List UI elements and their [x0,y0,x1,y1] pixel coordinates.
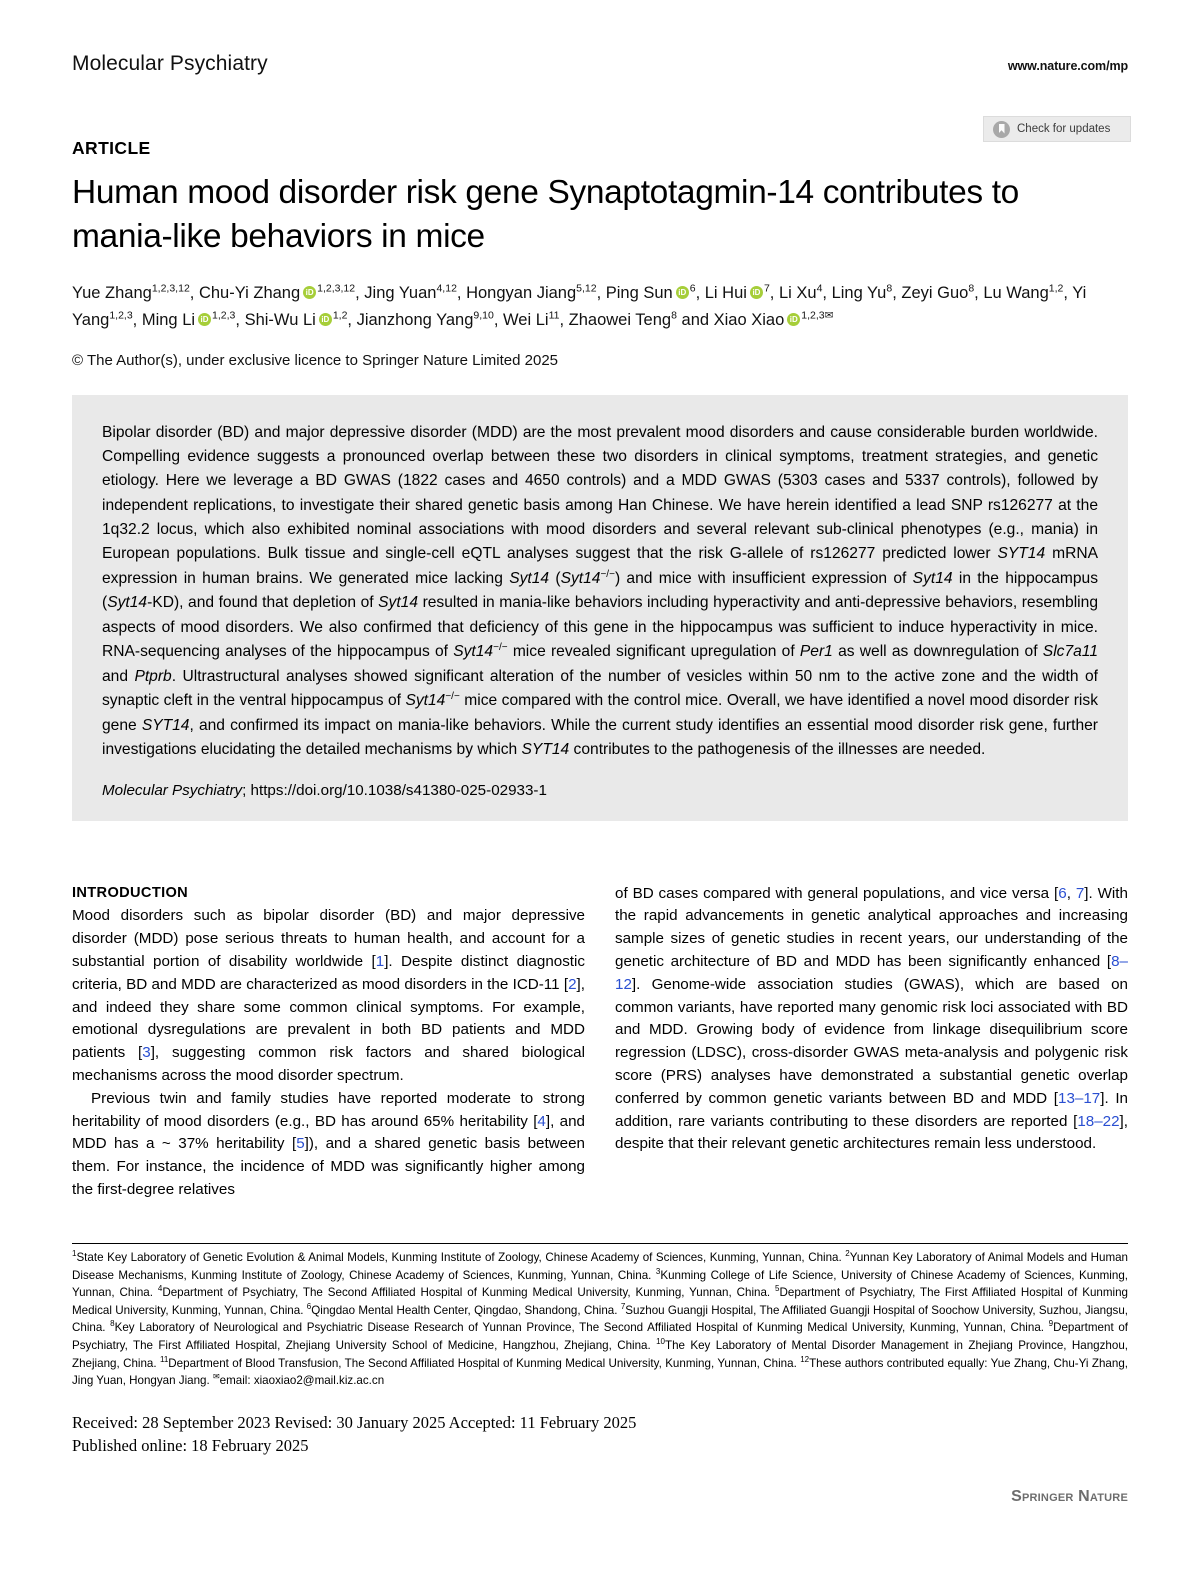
author-affiliation-superscript: 5,12 [576,282,597,295]
author-affiliation-superscript: 1,2 [1048,282,1064,295]
intro-text: ]. With the rapid advancements in genetic analytical approaches and increasing sample sizes of genetic studies in recent years, our understanding of the genetic architecture of BD and MDD has been significantly enhanced [ [615,884,1128,970]
intro-text: ]. In addition, rare variants contributing to these disorders are reported [ [615,1089,1128,1130]
affiliation-text: Kunming College of Life Science, University of Chinese Academy of Sciences, Kunming, Yunnan, China. [72,1268,1128,1300]
intro-paragraph-1 [72,905,585,1087]
affiliation-number: 11 [159,1354,169,1364]
author-affiliation-superscript: 1,2,3,12 [317,282,356,295]
dates-received-line: Received: 28 September 2023 Revised: 30 January 2025 Accepted: 11 February 2025 [72,1413,637,1432]
affiliation-number: 8 [110,1319,115,1329]
author-affiliation-superscript: 8 [671,309,677,322]
section-heading-introduction: INTRODUCTION [72,884,189,901]
gene-symbol: Syt14 [912,570,953,588]
publication-dates [72,1411,636,1458]
journal-url[interactable]: www.nature.com/mp [1007,59,1128,73]
email-label: email: [219,1374,254,1388]
intro-text: Mood disorders such as bipolar disorder (BD) and major depressive disorder (MDD) pose serious threats to human health, and account for a substantial portion of disability worldwide [ [72,907,585,971]
copyright-line: © The Author(s), under exclusive licence to Springer Nature Limited 2025 [72,351,559,369]
orcid-icon[interactable] [676,286,689,299]
springer-nature-logo: Springer Nature [1011,1488,1128,1505]
author-affiliation-superscript: 7 [763,282,770,295]
author-affiliation-superscript: 4,12 [436,282,457,295]
gene-symbol: Syt14 [509,570,550,588]
abstract-box [72,395,1128,821]
gene-symbol: SYT14 [521,741,570,759]
affiliation-text: State Key Laboratory of Genetic Evolution & Animal Models, Kunming Institute of Zoology, Chinese Academy of Sciences, Kunming, Yunnan, China. [76,1251,846,1264]
page-title: Human mood disorder risk gene Synaptotagmin-14 contributes to mania-like behaviors in mice [72,174,1019,255]
author-list: Yue Zhang$^{1,2,3,12}$, Chu-Yi Zhang iD $^{1,2,3,12}$, Jing Yuan$^{4,12}$, Hongyan Jiang$^{5,12}$, Ping Sun iD $^6$, Li Hui iD $^7$, Li Xu$^4$, Ling Yu$^8$, Zeyi Guo$^8$, Lu Wang$^{1,2}$, Yi Yang$^{1,2,3}$, Ming Li iD $^{1,2,3}$, Shi-Wu Li iD $^{1,2}$, Jianzhong Yang$^{9,10}$, Wei Li$^{11}$, Zhaowei Teng$^8$ and Xiao XiaoiD $^{1,2,3✉}$ [72,280,1112,333]
intro-text: ], and MDD has a ~ 37% heritability [ [72,1112,585,1153]
orcid-icon[interactable] [787,313,800,326]
affiliation-number: 2 [845,1249,850,1259]
author-name[interactable]: Jing Yuan [364,284,437,303]
article-type-label: ARTICLE [72,138,151,158]
author-name[interactable]: Chu-Yi Zhang [198,284,301,303]
affiliation-number: 10 [656,1337,666,1347]
author-name[interactable]: Li Hui [704,284,747,303]
affiliation-number: 7 [620,1301,626,1311]
orcid-icon[interactable] [303,286,316,299]
intro-text: ], despite that their relevant genetic architectures remain less understood. [615,1112,1128,1153]
author-affiliation-superscript: 11 [548,309,560,322]
intro-paragraph-2-continued [615,883,1128,1157]
citation-doi[interactable]: ; https://doi.org/10.1038/s41380-025-02933-1 [242,781,547,799]
affiliation-text: Department of Psychiatry, The First Affiliated Hospital, Zhejiang University School of Medicine, Hangzhou, Zhejiang, China. [72,1321,1128,1353]
affiliation-text: Qingdao Mental Health Center, Qingdao, Shandong, China. [311,1303,621,1317]
affiliation-text: Yunnan Key Laboratory of Animal Models and Human Disease Mechanisms, Kunming Institute of Zoology, Chinese Academy of Sciences, Kunming, Yunnan, China. [72,1251,1128,1282]
genotype-superscript: −/− [493,642,508,654]
author-name[interactable]: Ming Li [141,310,196,329]
intro-paragraph-2 [72,1088,585,1202]
affiliation-number: 3 [655,1266,661,1276]
running-head [72,0,1128,76]
author-affiliation-superscript: 4 [816,282,823,295]
author-name[interactable]: Yue Zhang [72,284,152,303]
affiliation-text: Department of Psychiatry, The First Affiliated Hospital of Kunming Medical University, Kunming, Yunnan, China. [72,1286,1128,1317]
corresponding-author-envelope-icon[interactable]: ✉ [824,309,834,322]
author-name[interactable]: Ping Sun [605,284,673,303]
article-header [72,123,1128,159]
author-affiliation-superscript: 1,2,3,12 [151,282,190,295]
affiliations-block [72,1249,1128,1390]
author-name[interactable]: Hongyan Jiang [466,284,577,303]
affiliation-number: 6 [306,1301,312,1311]
dates-published-line: Published online: 18 February 2025 [72,1436,309,1456]
affiliation-text: Suzhou Guangji Hospital, The Affiliated Guangji Hospital of Soochow University, Suzhou, Jiangsu, China. [72,1303,1128,1335]
gene-symbol: SYT14 [141,716,190,734]
email-envelope-icon: ✉ [212,1372,220,1382]
reference-link-6[interactable]: 6 [1058,884,1067,902]
author-affiliation-superscript: 6 [689,282,696,295]
gene-symbol: Syt14 [560,570,601,588]
gene-symbol: Syt14 [107,594,148,612]
author-name[interactable]: Shi-Wu Li [244,310,316,329]
citation-journal: Molecular Psychiatry [102,781,243,799]
reference-link-1[interactable]: 1 [375,953,385,971]
genotype-superscript: −/− [445,691,460,703]
abstract-citation [102,782,1098,799]
introduction-section [72,883,1128,1202]
affiliation-text: The Key Laboratory of Mental Disorder Management in Zhejiang Province, Hangzhou, Zhejiang, China. [72,1339,1128,1370]
affiliation-number: 1 [72,1249,77,1259]
author-name[interactable]: Yi Yang [72,284,1087,329]
gene-symbol: Per1 [799,643,833,661]
affiliation-text: These authors contributed equally: Yue Zhang, Chu-Yi Zhang, Jing Yuan, Hongyan Jiang. [72,1356,1128,1388]
intro-text: ], and indeed they share some common clinical symptoms. For example, emotional dysregulations are prevalent in both BD patients and MDD patients [ [72,975,585,1062]
reference-link-7[interactable]: 7 [1075,884,1085,902]
author-name[interactable]: Zeyi Guo [901,284,969,303]
intro-text: ]. Despite distinct diagnostic criteria, BD and MDD are characterized as mood disorders in the ICD-11 [ [72,953,585,993]
author-name[interactable]: Ling Yu [831,284,887,303]
affiliation-number: 9 [1048,1319,1054,1329]
orcid-icon[interactable] [198,313,211,326]
reference-link-4[interactable]: 4 [537,1112,546,1130]
author-name[interactable]: Lu Wang [983,284,1049,303]
author-name[interactable]: Zhaowei Teng [568,310,672,329]
journal-name: Molecular Psychiatry [72,52,268,75]
gene-symbol: Syt14 [453,643,494,661]
corresponding-email[interactable]: xiaoxiao2@mail.kiz.ac.cn [253,1374,385,1388]
reference-link-5[interactable]: 5 [296,1135,305,1153]
reference-separator: , [1066,884,1076,902]
introduction-column-left [72,883,585,1202]
author-affiliation-superscript: 1,2,3 [801,309,825,322]
reference-link-2[interactable]: 2 [568,975,577,993]
gene-symbol: Ptprb [134,667,172,685]
author-name[interactable]: Jianzhong Yang [356,310,474,329]
reference-link-8-12[interactable]: 8–12 [615,952,1128,993]
gene-symbol: Slc7a11 [1042,643,1098,661]
gene-symbol: SYT14 [997,545,1046,563]
author-affiliation-superscript: 8 [886,282,893,295]
abstract-text: Bipolar disorder (BD) and major depressive disorder (MDD) are the most prevalent mood disorders and cause considerable burden worldwide. Compelling evidence suggests a pronounced overlap between these two disorders in clinical symptoms, treatment strategies, and genetic etiology. Here we leverage a BD GWAS (1822 cases and 4650 controls) and a MDD GWAS (5303 cases and 5337 controls), followed by independent replications, to investigate their shared genetic basis among Han Chinese. We have herein identified a lead SNP rs126277 at the 1q32.2 locus, which also exhibited nominal associations with mood disorders and several relevant sub-clinical phenotypes (e.g., mania) in European populations. Bulk tissue and single-cell eQTL analyses suggest that the risk G-allele of rs126277 predicted lower SYT14 mRNA expression in human brains. We generated mice lacking Syt14 (Syt14−/−) and mice with insufficient expression of Syt14 in the hippocampus (Syt14-KD), and found that depletion of Syt14 resulted in mania-like behaviors including hyperactivity and anti-depressive behaviors, resembling aspects of mood disorders. We also confirmed that deficiency of this gene in the hippocampus was sufficient to induce hyperactivity in mice. RNA-sequencing analyses of the hippocampus of Syt14−/− mice revealed significant upregulation of Per1 as well as downregulation of Slc7a11 and Ptprb. Ultrastructural analyses showed significant alteration of the number of vesicles within 50 nm to the active zone and the width of synaptic cleft in the ventral hippocampus of Syt14−/− mice compared with the control mice. Overall, we have identified a novel mood disorder risk gene SYT14, and confirmed its impact on mania-like behaviors. While the current study identifies an essential mood disorder risk gene, further investigations elucidating the detailed mechanisms by which SYT14 contributes to the pathogenesis of the illnesses are needed. [102,423,1099,759]
author-affiliation-superscript: 1,2,3 [109,309,133,322]
reference-link-13-17[interactable]: 13–17 [1058,1089,1101,1107]
author-affiliation-superscript: 1,2 [332,309,348,322]
intro-text: ], suggesting common risk factors and shared biological mechanisms across the mood disorder spectrum. [72,1044,585,1085]
author-name[interactable]: Li Xu [778,284,817,303]
affiliation-text: Department of Blood Transfusion, The Second Affiliated Hospital of Kunming Medical University, Kunming, Yunnan, China. [168,1356,801,1370]
genotype-superscript: −/− [600,568,615,580]
intro-text: Previous twin and family studies have reported moderate to strong heritability of mood disorders (e.g., BD has around 65% heritability [ [72,1089,585,1130]
author-affiliation-superscript: 9,10 [473,309,494,322]
introduction-column-right [615,883,1128,1202]
gene-symbol: Syt14 [405,692,446,710]
affiliation-text: Department of Psychiatry, The Second Affiliated Hospital of Kunming Medical University, Kunming, Yunnan, China. [162,1286,776,1300]
reference-link-18-22[interactable]: 18–22 [1077,1112,1120,1130]
affiliation-number: 4 [157,1284,163,1294]
footnote-divider [72,1243,1128,1244]
affiliation-text: Key Laboratory of Neurological and Psychiatric Disease Research of Yunnan Province, The Second Affiliated Hospital of Kunming Medical University, Kunming, Yunnan, China. [114,1321,1049,1335]
intro-text: ]), and a shared genetic basis between them. For instance, the incidence of MDD was significantly higher among the first-degree relatives [72,1135,586,1199]
intro-text: ]. Genome-wide association studies (GWAS), which are based on common variants, have reported many genomic risk loci associated with BD and MDD. Growing body of evidence from linkage disequilibrium score regression (LDSC), cross-disorder GWAS meta-analysis and polygenic risk score (PRS) analyses have demonstrated a substantial genetic overlap conferred by common genetic variants between BD and MDD [ [615,975,1128,1107]
affiliation-number: 12 [800,1354,810,1364]
orcid-icon[interactable] [750,286,763,299]
affiliation-number: 5 [775,1284,780,1294]
check-for-updates-label: Check for updates [1017,123,1111,135]
orcid-icon[interactable] [319,313,332,326]
author-name[interactable]: Xiao Xiao [713,310,785,329]
intro-text: of BD cases compared with general populations, and vice versa [ [615,884,1059,902]
check-for-updates-badge[interactable] [983,116,1131,142]
gene-symbol: Syt14 [378,594,419,612]
bookmark-icon [993,121,1010,138]
author-name[interactable]: Wei Li [503,310,549,329]
reference-link-3[interactable]: 3 [142,1044,151,1062]
author-affiliation-superscript: 8 [968,282,975,295]
author-affiliation-superscript: 1,2,3 [212,309,236,322]
